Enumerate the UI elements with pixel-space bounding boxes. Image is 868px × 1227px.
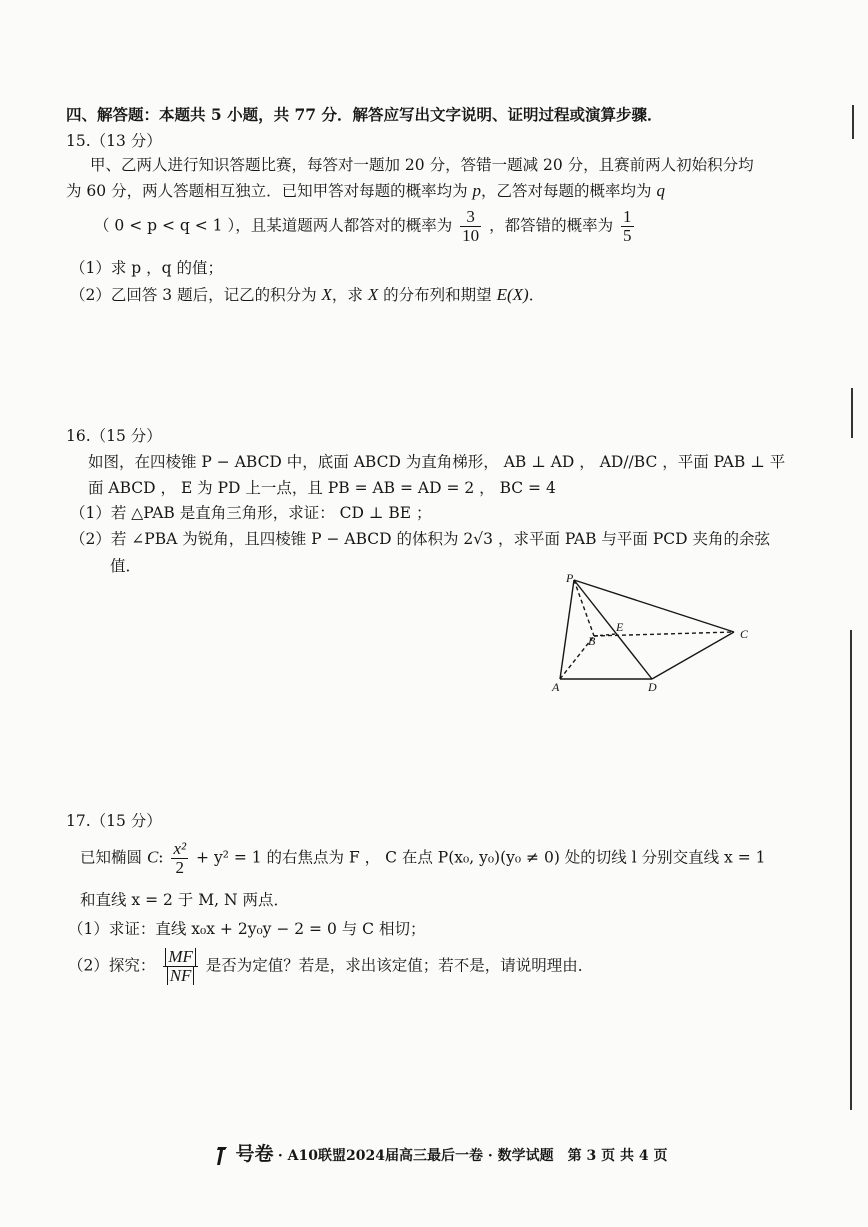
q16-line2: 面 ABCD ， E 为 PD 上一点，且 PB = AB = AD = 2 ， BC = 4 bbox=[88, 479, 556, 497]
brand-logo-icon bbox=[215, 1145, 231, 1167]
fraction-x2-over-2: $\frac{\text{x²}}{2}$ bbox=[173, 839, 187, 877]
q16-header: 16.（15 分） bbox=[66, 427, 162, 445]
scan-artifact bbox=[852, 105, 854, 139]
edge-PD bbox=[574, 580, 652, 679]
q16-line1: 如图，在四棱锥 P − ABCD 中，底面 ABCD 为直角梯形， AB ⊥ AD ， AD//BC ，平面 PAB ⊥ 平 bbox=[88, 453, 786, 471]
brand-text: 号卷 bbox=[235, 1143, 274, 1165]
edge-PA bbox=[560, 580, 574, 679]
pyramid-figure bbox=[548, 568, 758, 698]
vertex-label-P: P bbox=[566, 571, 574, 585]
q17-line2: 和直线 x = 2 于 M, N 两点． bbox=[80, 891, 289, 909]
scan-artifact bbox=[851, 388, 853, 438]
q15-part1: （1）求 p ，q 的值； bbox=[70, 259, 223, 277]
vertex-label-E: E bbox=[616, 620, 624, 634]
q17-header: 17.（15 分） bbox=[66, 812, 162, 830]
q17-part1: （1）求证：直线 x₀x + 2y₀y − 2 = 0 与 C 相切； bbox=[68, 920, 426, 938]
q15-line2: 为 60 分，两人答题相互独立．已知甲答对每题的概率均为 p，乙答对每题的概率均为 q bbox=[66, 181, 665, 200]
footer-text: · A10联盟2024届高三最后一卷 · 数学试题 第 3 页 共 4 页 bbox=[277, 1148, 668, 1164]
edge-PB bbox=[574, 580, 594, 636]
q16-part2: （2）若 ∠PBA 为锐角，且四棱锥 P − ABCD 的体积为 2√3 ，求平面 PAB 与平面 PCD 夹角的余弦 bbox=[70, 530, 770, 548]
q17-part2: （2）探究： $\frac{MF}{NF}$ 是否为定值？若是，求出该定值；若不是，请说明理由． bbox=[68, 947, 594, 985]
vertex-label-A: A bbox=[552, 680, 560, 694]
fraction-MF-over-NF: $\frac{MF}{NF}$ bbox=[163, 948, 198, 985]
q16-part1: （1）若 △PAB 是直角三角形，求证： CD ⊥ BE ； bbox=[70, 504, 432, 522]
edge-PC bbox=[574, 580, 734, 632]
q15-part2: （2）乙回答 3 题后，记乙的积分为 X，求 X 的分布列和期望 E(X)． bbox=[70, 285, 545, 304]
q15-condition: （ 0 < p < q < 1 ），且某道题两人都答对的概率为 $\frac{3}{10}$ ，都答错的概率为 $\frac{1}{5}$ bbox=[94, 207, 632, 245]
vertex-label-D: D bbox=[648, 680, 657, 694]
section-heading: 四、解答题：本题共 5 小题，共 77 分．解答应写出文字说明、证明过程或演算步骤． bbox=[66, 105, 663, 124]
vertex-label-C: C bbox=[740, 627, 749, 641]
q15-header: 15.（13 分） bbox=[66, 132, 162, 150]
q17-line1: 已知椭圆 C: $\frac{\text{x²}}{2}$ + y² = 1 的右焦点为 F ， C 在点 P(x₀, y₀)(y₀ ≠ 0) 处的切线 l 分别交直线 x = 1 bbox=[80, 839, 766, 877]
fraction-3-10: $\frac{3}{10}$ bbox=[462, 207, 480, 245]
edge-DC bbox=[652, 632, 734, 679]
q15-line1: 甲、乙两人进行知识答题比赛，每答对一题加 20 分，答错一题减 20 分，且赛前两人初始积分均 bbox=[90, 156, 754, 174]
fraction-1-5: $\frac{1}{5}$ bbox=[623, 207, 632, 245]
vertex-label-B: B bbox=[588, 634, 596, 648]
q16-part2-end: 值． bbox=[110, 557, 142, 575]
scan-artifact bbox=[850, 630, 852, 1110]
footer bbox=[215, 1143, 667, 1167]
